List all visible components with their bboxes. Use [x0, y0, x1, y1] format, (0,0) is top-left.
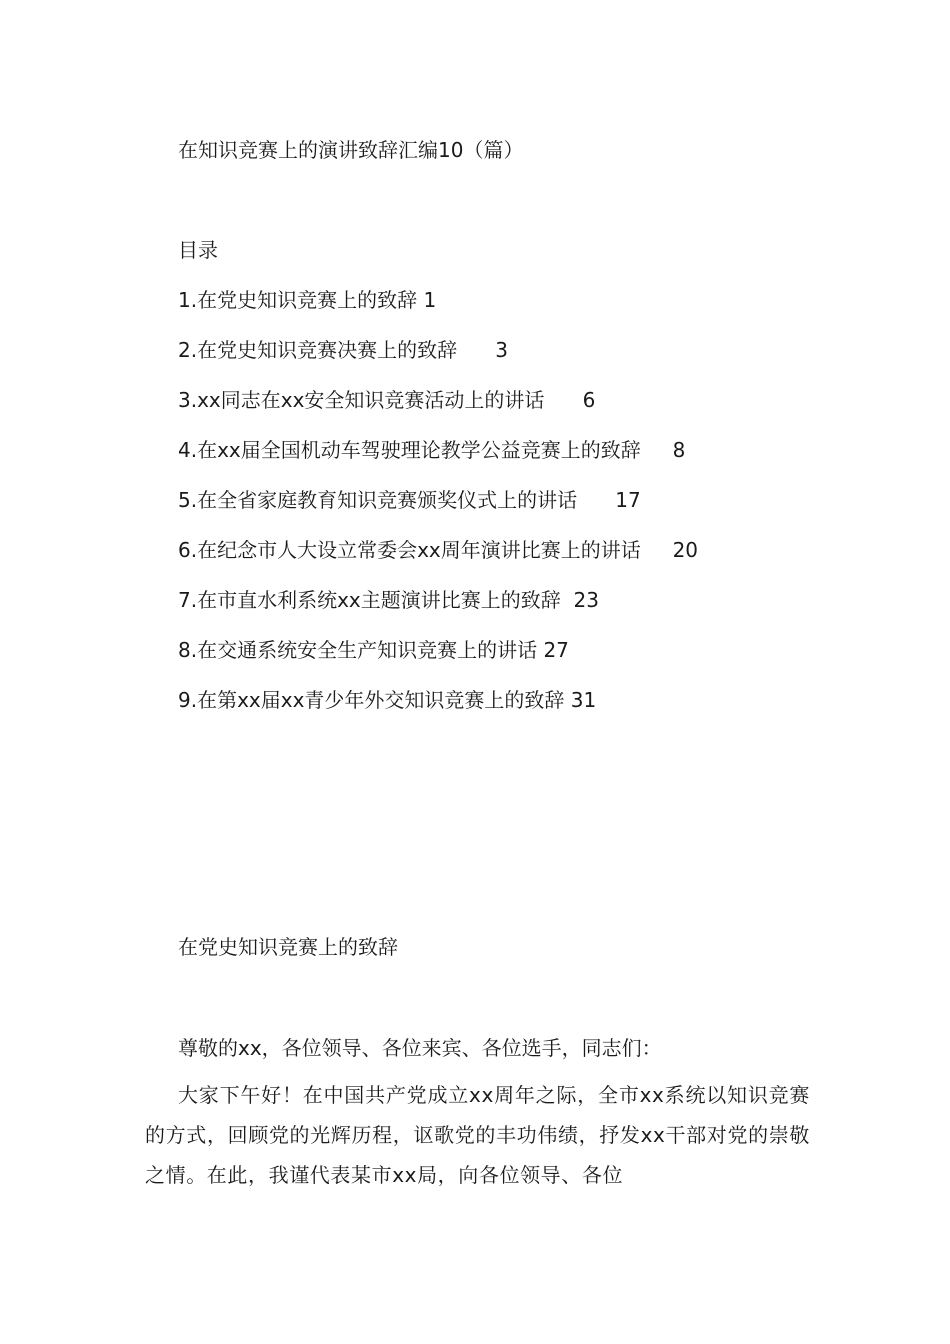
- toc-entry-title: 5.在全省家庭教育知识竞赛颁奖仪式上的讲话: [178, 488, 578, 512]
- toc-entry[interactable]: [178, 435, 698, 485]
- toc-entry-title: 6.在纪念市人大设立常委会xx周年演讲比赛上的讲话: [178, 538, 641, 562]
- toc-entry[interactable]: [178, 385, 698, 435]
- toc-entry-title: 9.在第xx届xx青少年外交知识竞赛上的致辞: [178, 688, 565, 712]
- table-of-contents: [178, 285, 698, 735]
- salutation-text: 尊敬的xx，各位领导、各位来宾、各位选手，同志们：: [178, 1036, 662, 1060]
- toc-heading: 目录: [178, 238, 218, 262]
- toc-entry[interactable]: [178, 535, 698, 585]
- toc-entry[interactable]: [178, 485, 698, 535]
- toc-entry[interactable]: [178, 285, 698, 335]
- toc-entry-page: 6: [582, 388, 596, 412]
- toc-entry-page: 3: [495, 338, 508, 362]
- toc-entry-page: 8: [672, 438, 686, 462]
- toc-entry-page: 17: [615, 488, 641, 512]
- toc-entry-title: 4.在xx届全国机动车驾驶理论教学公益竞赛上的致辞: [178, 438, 641, 462]
- toc-entry[interactable]: [178, 585, 698, 635]
- toc-entry-title: 2.在党史知识竞赛决赛上的致辞: [178, 338, 458, 362]
- toc-entry-page: 23: [573, 588, 599, 612]
- toc-entry[interactable]: [178, 635, 698, 685]
- toc-entry-title: 3.xx同志在xx安全知识竞赛活动上的讲话: [178, 388, 545, 412]
- toc-entry-title: 7.在市直水利系统xx主题演讲比赛上的致辞: [178, 588, 561, 612]
- toc-entry-title: 1.在党史知识竞赛上的致辞: [178, 288, 418, 312]
- toc-entry[interactable]: [178, 335, 698, 385]
- toc-entry[interactable]: [178, 685, 698, 735]
- toc-entry-page: 1: [423, 288, 437, 312]
- toc-entry-page: 20: [672, 538, 699, 562]
- toc-entry-page: 27: [543, 638, 569, 662]
- document-title: 在知识竞赛上的演讲致辞汇编10（篇）: [178, 138, 524, 162]
- body-paragraph: 大家下午好！在中国共产党成立xx周年之际，全市xx系统以知识竞赛的方式，回顾党的光辉历程，讴歌党的丰功伟绩，抒发xx干部对党的崇敬之情。在此，我谨代表某市xx局，向各位领导、各位: [145, 1083, 810, 1187]
- toc-entry-page: 31: [570, 688, 597, 712]
- section-title: 在党史知识竞赛上的致辞: [178, 935, 398, 959]
- toc-entry-title: 8.在交通系统安全生产知识竞赛上的讲话: [178, 638, 538, 662]
